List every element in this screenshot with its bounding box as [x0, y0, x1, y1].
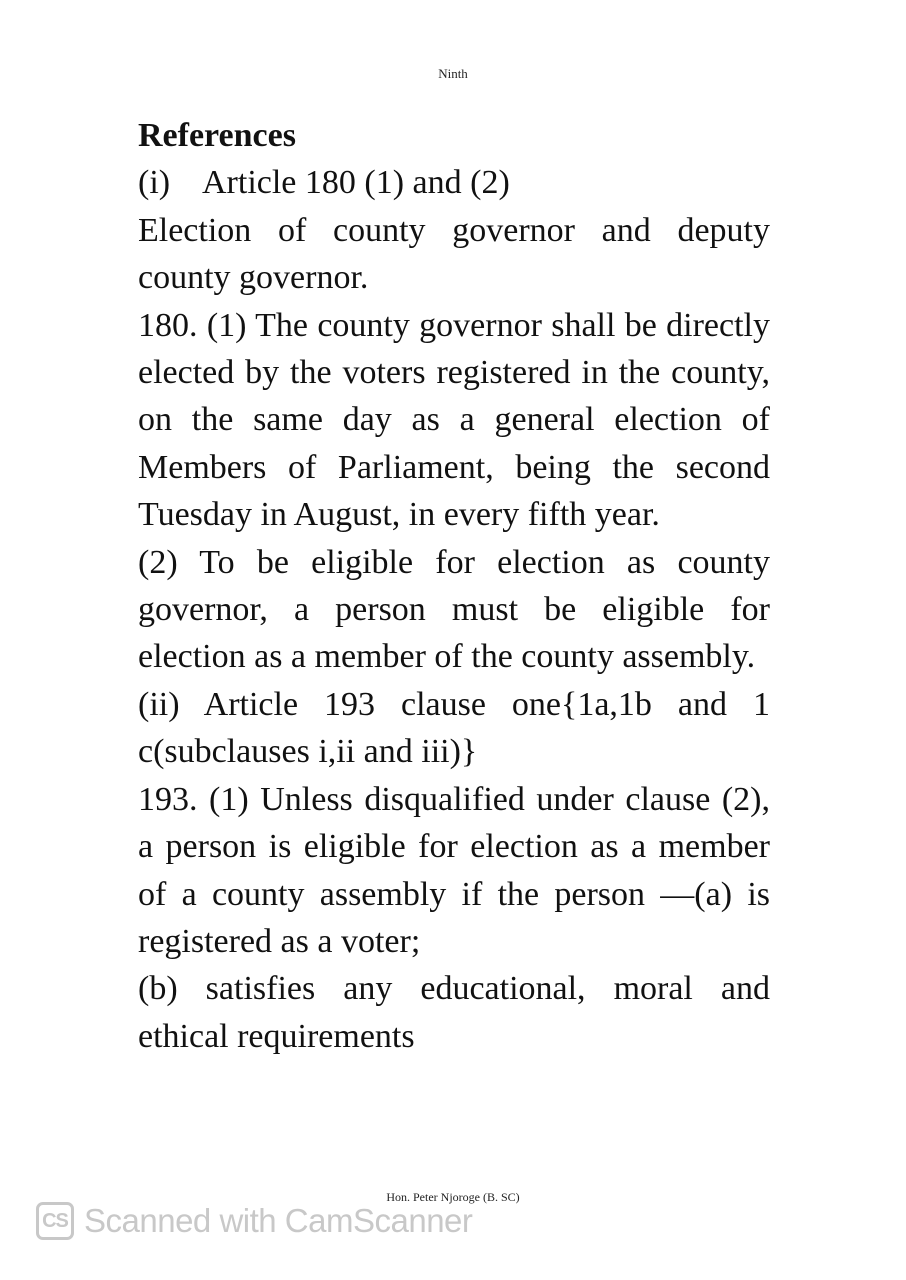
item-i-text: Article 180 (1) and (2) — [202, 164, 510, 202]
article-193-clause-1: 193. (1) Unless disqualified under clause (2), a person is eligible for election as a member of a county assembly if the person —(a) is registered as a voter; — [138, 780, 770, 960]
page-footer: Hon. Peter Njoroge (B. SC) — [386, 1190, 520, 1204]
camscanner-watermark — [36, 1202, 472, 1240]
references-heading: References — [138, 117, 296, 154]
reference-item-i — [138, 159, 770, 206]
article-180-clause-2: (2) To be eligible for election as county governor, a person must be eligible for election as a member of the county assembly. — [138, 543, 770, 676]
page-header: Ninth — [438, 66, 468, 81]
reference-item-ii: (ii) Article 193 clause one{1a,1b and 1 c(subclauses i,ii and iii)} — [138, 685, 770, 771]
watermark-text: Scanned with CamScanner — [84, 1202, 473, 1239]
document-body — [138, 112, 770, 1060]
article-193-clause-1b: (b) satisfies any educational, moral and ethical requirements — [138, 970, 770, 1055]
article-180-clause-1: 180. (1) The county governor shall be directly elected by the voters registered in the county, on the same day as a general election of Members of Parliament, being the second Tuesday in August, in every fifth year. — [138, 306, 770, 534]
article-180-heading: Election of county governor and deputy county governor. — [138, 211, 770, 297]
camscanner-logo-icon: CS — [36, 1202, 74, 1240]
item-i-number: (i) — [138, 164, 171, 202]
